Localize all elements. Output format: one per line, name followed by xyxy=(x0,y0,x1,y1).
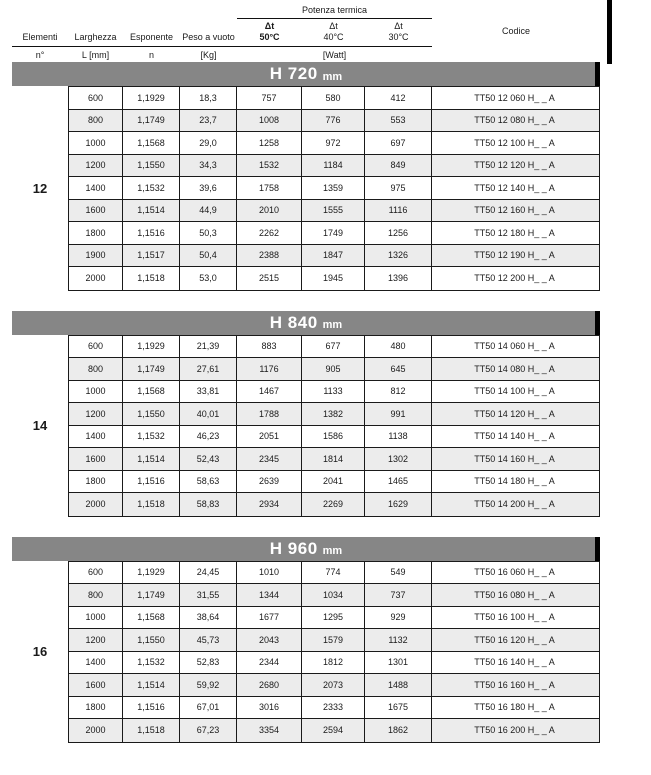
cell-codice: TT50 14 120 H_ _ A xyxy=(474,408,555,419)
cell-peso: 67,01 xyxy=(180,697,237,719)
elements-count: 14 xyxy=(32,418,48,433)
cell-larghezza: 2000 xyxy=(69,267,123,290)
elements-column xyxy=(12,86,68,291)
data-rows xyxy=(68,561,600,743)
table-row xyxy=(69,245,599,268)
banner-title: H 720 xyxy=(269,64,318,83)
cell-codice: TT50 16 180 H_ _ A xyxy=(474,702,555,713)
elements-count: 12 xyxy=(32,180,48,196)
cell-w40: 1555 xyxy=(302,200,365,222)
cell-w50: 1467 xyxy=(237,381,302,403)
cell-peso: 58,83 xyxy=(180,493,237,516)
cell-w30: 1301 xyxy=(365,652,432,674)
column-subheader-esponente-n: n xyxy=(148,49,154,60)
cell-esponente: 1,1749 xyxy=(123,584,180,606)
table-row xyxy=(69,177,599,200)
cell-w30: 412 xyxy=(365,87,432,109)
cell-peso: 52,83 xyxy=(180,652,237,674)
table-row xyxy=(69,562,599,585)
column-header-codice: Codice xyxy=(501,26,530,36)
cell-w40: 1579 xyxy=(302,629,365,651)
column-header-dt30: Δt 30°C xyxy=(365,19,432,47)
cell-larghezza: 1200 xyxy=(69,403,123,425)
cell-w40: 1812 xyxy=(302,652,365,674)
cell-w40: 972 xyxy=(302,132,365,154)
cell-esponente: 1,1749 xyxy=(123,358,180,380)
cell-peso: 34,3 xyxy=(180,155,237,177)
cell-peso: 24,45 xyxy=(180,562,237,584)
cell-codice: TT50 16 100 H_ _ A xyxy=(474,612,555,623)
cell-w50: 2262 xyxy=(237,222,302,244)
cell-larghezza: 1600 xyxy=(69,448,123,470)
cell-esponente: 1,1518 xyxy=(123,493,180,516)
cell-w30: 1675 xyxy=(365,697,432,719)
cell-w50: 3354 xyxy=(237,719,302,742)
cell-larghezza: 2000 xyxy=(69,719,123,742)
cell-esponente: 1,1516 xyxy=(123,697,180,719)
cell-codice: TT50 12 190 H_ _ A xyxy=(474,250,555,261)
cell-esponente: 1,1517 xyxy=(123,245,180,267)
cell-larghezza: 1400 xyxy=(69,177,123,199)
cell-w30: 812 xyxy=(365,381,432,403)
cell-esponente: 1,1550 xyxy=(123,403,180,425)
cell-esponente: 1,1568 xyxy=(123,132,180,154)
cell-codice: TT50 14 060 H_ _ A xyxy=(474,341,555,352)
cell-w50: 2680 xyxy=(237,674,302,696)
table-row xyxy=(69,448,599,471)
table-row xyxy=(69,358,599,381)
cell-w40: 1184 xyxy=(302,155,365,177)
cell-esponente: 1,1749 xyxy=(123,110,180,132)
cell-peso: 40,01 xyxy=(180,403,237,425)
cell-w40: 776 xyxy=(302,110,365,132)
cell-w50: 757 xyxy=(237,87,302,109)
table-row xyxy=(69,584,599,607)
column-header-larghezza: Larghezza xyxy=(68,19,123,47)
elements-column xyxy=(12,561,68,743)
cell-codice: TT50 12 180 H_ _ A xyxy=(474,227,555,238)
cell-w40: 2594 xyxy=(302,719,365,742)
cell-w30: 1132 xyxy=(365,629,432,651)
cell-w40: 1034 xyxy=(302,584,365,606)
cell-larghezza: 1600 xyxy=(69,674,123,696)
cell-larghezza: 1400 xyxy=(69,426,123,448)
cell-w40: 905 xyxy=(302,358,365,380)
cell-w30: 991 xyxy=(365,403,432,425)
table-row xyxy=(69,155,599,178)
cell-w40: 1847 xyxy=(302,245,365,267)
cell-peso: 59,92 xyxy=(180,674,237,696)
cell-w30: 1488 xyxy=(365,674,432,696)
cell-peso: 31,55 xyxy=(180,584,237,606)
cell-w50: 1176 xyxy=(237,358,302,380)
table-row xyxy=(69,493,599,516)
cell-codice: TT50 14 180 H_ _ A xyxy=(474,476,555,487)
page-edge-marker xyxy=(607,0,612,64)
table-row xyxy=(69,652,599,675)
cell-larghezza: 1200 xyxy=(69,629,123,651)
column-subheader-watt: [Watt] xyxy=(322,49,347,60)
cell-w30: 1326 xyxy=(365,245,432,267)
cell-w40: 2269 xyxy=(302,493,365,516)
section-h960 xyxy=(12,537,600,743)
table-row xyxy=(69,471,599,494)
cell-codice: TT50 16 140 H_ _ A xyxy=(474,657,555,668)
cell-esponente: 1,1568 xyxy=(123,381,180,403)
section-h840 xyxy=(12,311,600,517)
banner-title: H 960 xyxy=(269,538,318,558)
cell-esponente: 1,1929 xyxy=(123,562,180,584)
cell-w30: 929 xyxy=(365,607,432,629)
table-row xyxy=(69,403,599,426)
cell-w30: 1629 xyxy=(365,493,432,516)
cell-peso: 23,7 xyxy=(180,110,237,132)
column-header-peso: Peso a vuoto xyxy=(180,19,237,47)
cell-w50: 1344 xyxy=(237,584,302,606)
cell-esponente: 1,1514 xyxy=(123,448,180,470)
cell-w40: 1295 xyxy=(302,607,365,629)
cell-w50: 1677 xyxy=(237,607,302,629)
cell-peso: 18,3 xyxy=(180,87,237,109)
cell-larghezza: 1400 xyxy=(69,652,123,674)
cell-w50: 2345 xyxy=(237,448,302,470)
table-row xyxy=(69,336,599,359)
cell-w40: 2333 xyxy=(302,697,365,719)
cell-larghezza: 1800 xyxy=(69,471,123,493)
cell-w30: 1862 xyxy=(365,719,432,742)
cell-codice: TT50 14 200 H_ _ A xyxy=(474,499,555,510)
section-banner xyxy=(12,311,600,335)
cell-w50: 2515 xyxy=(237,267,302,290)
cell-larghezza: 1000 xyxy=(69,381,123,403)
cell-w50: 1008 xyxy=(237,110,302,132)
cell-peso: 27,61 xyxy=(180,358,237,380)
cell-w40: 1359 xyxy=(302,177,365,199)
cell-w50: 2934 xyxy=(237,493,302,516)
table-row xyxy=(69,426,599,449)
cell-peso: 33,81 xyxy=(180,381,237,403)
cell-peso: 50,4 xyxy=(180,245,237,267)
cell-larghezza: 800 xyxy=(69,584,123,606)
cell-w50: 3016 xyxy=(237,697,302,719)
cell-peso: 50,3 xyxy=(180,222,237,244)
cell-w50: 2051 xyxy=(237,426,302,448)
column-subheader-kg: [Kg] xyxy=(200,49,217,60)
datasheet-page xyxy=(12,0,600,743)
cell-codice: TT50 14 140 H_ _ A xyxy=(474,431,555,442)
banner-title: H 840 xyxy=(269,312,318,332)
table-body xyxy=(12,335,600,517)
cell-w30: 697 xyxy=(365,132,432,154)
cell-peso: 58,63 xyxy=(180,471,237,493)
cell-larghezza: 600 xyxy=(69,336,123,358)
cell-w40: 1586 xyxy=(302,426,365,448)
section-banner xyxy=(12,62,600,86)
cell-w40: 1749 xyxy=(302,222,365,244)
table-row xyxy=(69,132,599,155)
cell-larghezza: 600 xyxy=(69,562,123,584)
table-row xyxy=(69,674,599,697)
cell-peso: 38,64 xyxy=(180,607,237,629)
data-rows xyxy=(68,86,600,291)
table-row xyxy=(69,629,599,652)
cell-w30: 737 xyxy=(365,584,432,606)
cell-esponente: 1,1532 xyxy=(123,652,180,674)
cell-peso: 46,23 xyxy=(180,426,237,448)
cell-codice: TT50 16 080 H_ _ A xyxy=(474,589,555,600)
elements-count: 16 xyxy=(32,644,48,659)
column-subheader-lmm: L [mm] xyxy=(81,49,110,60)
cell-esponente: 1,1516 xyxy=(123,222,180,244)
cell-larghezza: 1800 xyxy=(69,697,123,719)
cell-larghezza: 600 xyxy=(69,87,123,109)
cell-larghezza: 1600 xyxy=(69,200,123,222)
cell-peso: 29,0 xyxy=(180,132,237,154)
cell-codice: TT50 12 140 H_ _ A xyxy=(474,182,555,193)
cell-w30: 1116 xyxy=(365,200,432,222)
cell-w30: 553 xyxy=(365,110,432,132)
cell-esponente: 1,1518 xyxy=(123,267,180,290)
cell-esponente: 1,1532 xyxy=(123,426,180,448)
banner-unit: mm xyxy=(322,545,343,557)
cell-peso: 21,39 xyxy=(180,336,237,358)
cell-larghezza: 1800 xyxy=(69,222,123,244)
table-row xyxy=(69,719,599,742)
table-body xyxy=(12,561,600,743)
cell-codice: TT50 16 060 H_ _ A xyxy=(474,567,555,578)
cell-w50: 1788 xyxy=(237,403,302,425)
cell-w40: 1382 xyxy=(302,403,365,425)
table-row xyxy=(69,697,599,720)
table-row xyxy=(69,267,599,290)
cell-codice: TT50 12 060 H_ _ A xyxy=(474,92,555,103)
cell-peso: 67,23 xyxy=(180,719,237,742)
cell-w50: 1758 xyxy=(237,177,302,199)
cell-w50: 2388 xyxy=(237,245,302,267)
cell-larghezza: 1200 xyxy=(69,155,123,177)
cell-larghezza: 800 xyxy=(69,110,123,132)
cell-larghezza: 1000 xyxy=(69,132,123,154)
column-subheader-n: n° xyxy=(35,49,45,60)
cell-esponente: 1,1514 xyxy=(123,200,180,222)
cell-w50: 2639 xyxy=(237,471,302,493)
cell-w40: 2041 xyxy=(302,471,365,493)
cell-codice: TT50 14 080 H_ _ A xyxy=(474,363,555,374)
cell-larghezza: 1900 xyxy=(69,245,123,267)
column-header-elementi: Elementi xyxy=(12,19,68,47)
cell-peso: 39,6 xyxy=(180,177,237,199)
cell-esponente: 1,1568 xyxy=(123,607,180,629)
table-body xyxy=(12,86,600,291)
cell-w40: 580 xyxy=(302,87,365,109)
table-row xyxy=(69,222,599,245)
cell-w40: 1133 xyxy=(302,381,365,403)
banner-unit: mm xyxy=(322,319,343,331)
table-row xyxy=(69,607,599,630)
cell-w50: 1258 xyxy=(237,132,302,154)
cell-w50: 2344 xyxy=(237,652,302,674)
cell-w30: 1138 xyxy=(365,426,432,448)
cell-w50: 2010 xyxy=(237,200,302,222)
cell-w30: 480 xyxy=(365,336,432,358)
cell-codice: TT50 12 120 H_ _ A xyxy=(474,160,555,171)
cell-peso: 45,73 xyxy=(180,629,237,651)
cell-codice: TT50 14 100 H_ _ A xyxy=(474,386,555,397)
column-header-esponente: Esponente xyxy=(123,19,180,47)
cell-w30: 1465 xyxy=(365,471,432,493)
cell-w50: 1532 xyxy=(237,155,302,177)
potenza-termica-group-label: Potenza termica xyxy=(237,0,432,19)
table-row xyxy=(69,200,599,223)
cell-esponente: 1,1929 xyxy=(123,87,180,109)
cell-codice: TT50 12 200 H_ _ A xyxy=(474,273,555,284)
cell-w30: 1256 xyxy=(365,222,432,244)
cell-peso: 53,0 xyxy=(180,267,237,290)
cell-w40: 1814 xyxy=(302,448,365,470)
cell-codice: TT50 12 080 H_ _ A xyxy=(474,115,555,126)
cell-w30: 1396 xyxy=(365,267,432,290)
cell-w40: 677 xyxy=(302,336,365,358)
cell-w30: 849 xyxy=(365,155,432,177)
banner-unit: mm xyxy=(322,70,343,83)
section-banner xyxy=(12,537,600,561)
cell-w50: 1010 xyxy=(237,562,302,584)
cell-esponente: 1,1518 xyxy=(123,719,180,742)
cell-w30: 1302 xyxy=(365,448,432,470)
column-header xyxy=(12,0,600,62)
cell-codice: TT50 12 100 H_ _ A xyxy=(474,137,555,148)
cell-codice: TT50 16 200 H_ _ A xyxy=(474,725,555,736)
elements-column xyxy=(12,335,68,517)
cell-w30: 549 xyxy=(365,562,432,584)
cell-w30: 645 xyxy=(365,358,432,380)
cell-w30: 975 xyxy=(365,177,432,199)
cell-esponente: 1,1929 xyxy=(123,336,180,358)
cell-peso: 52,43 xyxy=(180,448,237,470)
cell-w50: 883 xyxy=(237,336,302,358)
column-header-dt40: Δt 40°C xyxy=(302,19,365,47)
cell-peso: 44,9 xyxy=(180,200,237,222)
column-header-dt50: Δt 50°C xyxy=(237,19,302,47)
cell-w40: 2073 xyxy=(302,674,365,696)
section-h720 xyxy=(12,62,600,291)
cell-codice: TT50 12 160 H_ _ A xyxy=(474,205,555,216)
cell-esponente: 1,1550 xyxy=(123,155,180,177)
cell-esponente: 1,1550 xyxy=(123,629,180,651)
cell-codice: TT50 14 160 H_ _ A xyxy=(474,453,555,464)
cell-esponente: 1,1532 xyxy=(123,177,180,199)
cell-codice: TT50 16 120 H_ _ A xyxy=(474,634,555,645)
cell-larghezza: 1000 xyxy=(69,607,123,629)
table-row xyxy=(69,381,599,404)
cell-w40: 1945 xyxy=(302,267,365,290)
cell-codice: TT50 16 160 H_ _ A xyxy=(474,679,555,690)
cell-w50: 2043 xyxy=(237,629,302,651)
cell-larghezza: 2000 xyxy=(69,493,123,516)
table-row xyxy=(69,87,599,110)
table-row xyxy=(69,110,599,133)
data-rows xyxy=(68,335,600,517)
cell-w40: 774 xyxy=(302,562,365,584)
cell-larghezza: 800 xyxy=(69,358,123,380)
cell-esponente: 1,1514 xyxy=(123,674,180,696)
cell-esponente: 1,1516 xyxy=(123,471,180,493)
